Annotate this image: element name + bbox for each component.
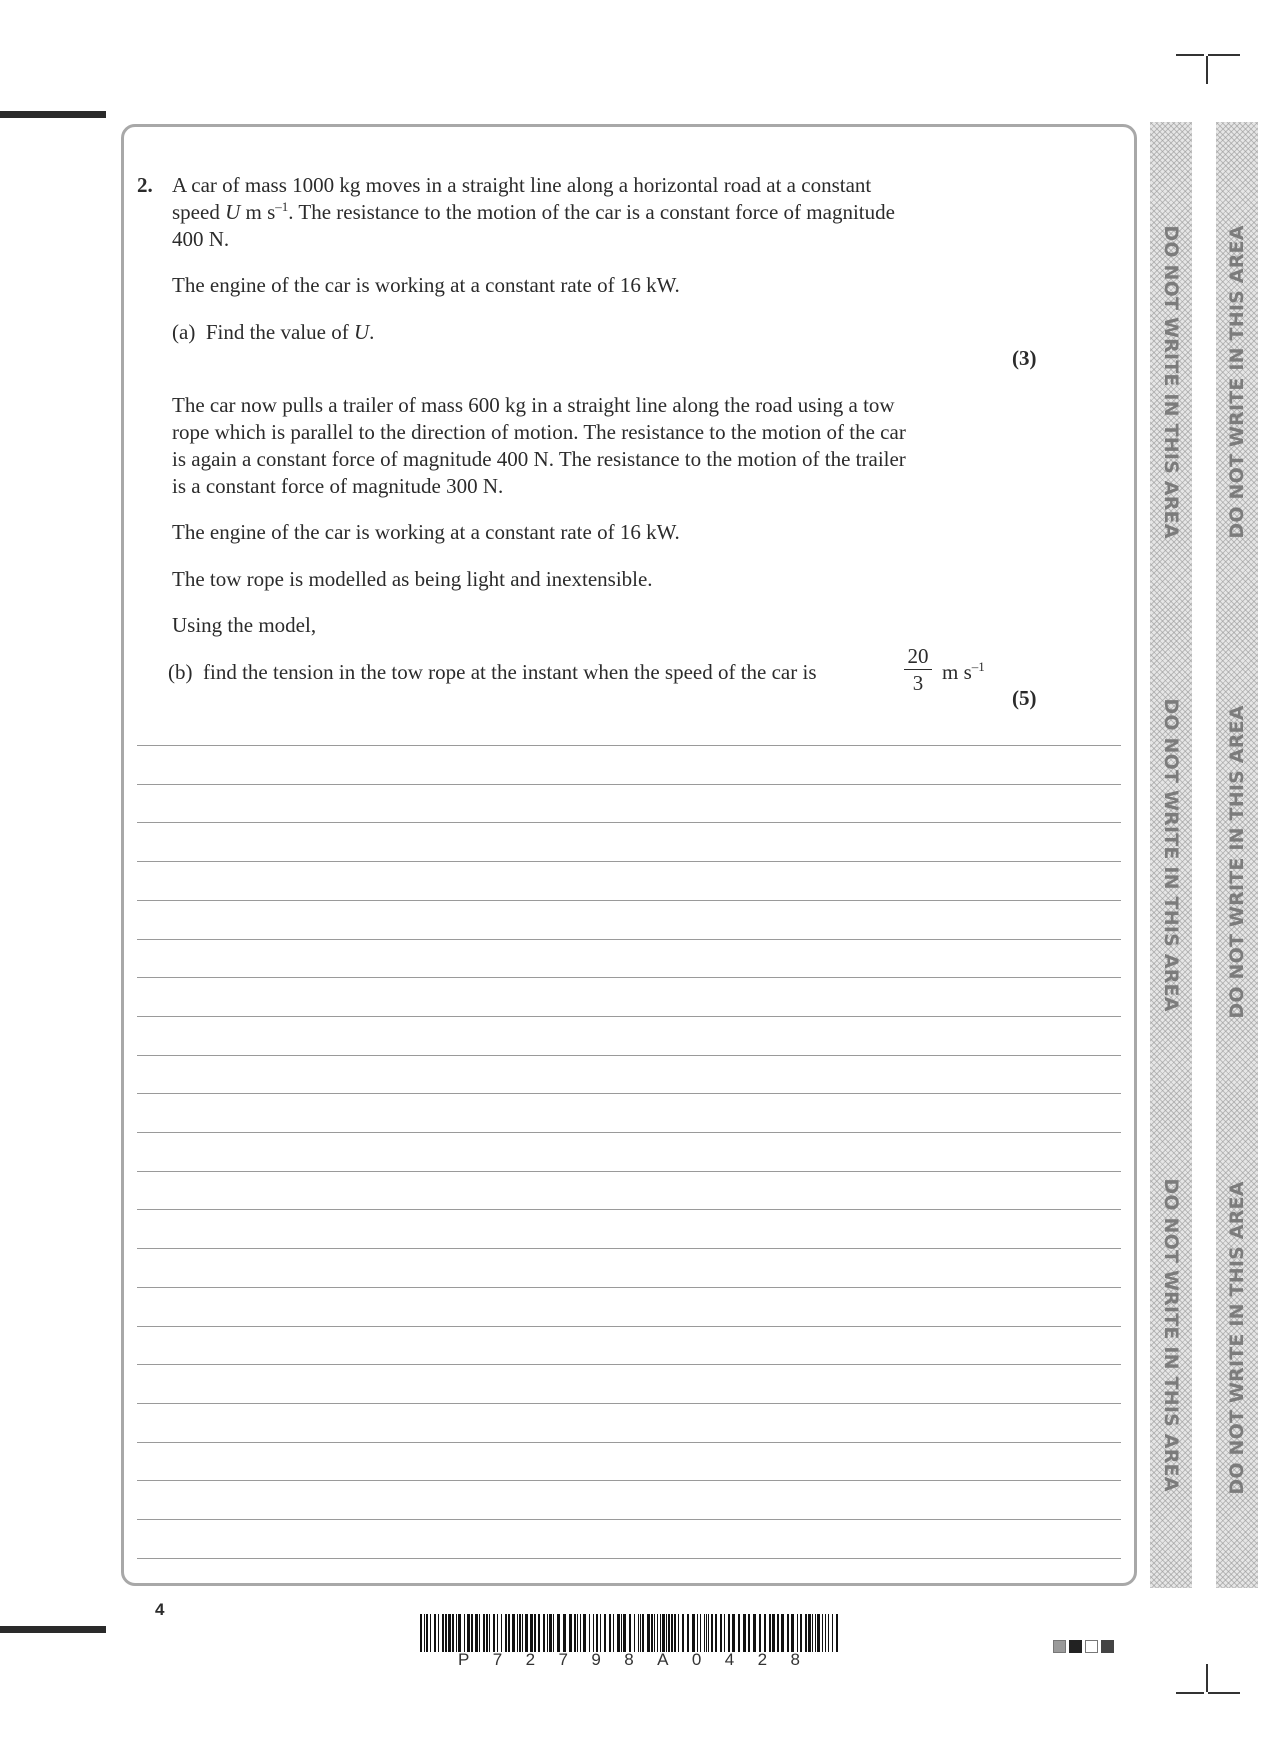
barcode-bar xyxy=(442,1614,444,1652)
barcode-char: P xyxy=(458,1650,470,1669)
question-intro-line1: A car of mass 1000 kg moves in a straight line along a horizontal road at a constant xyxy=(172,173,872,197)
barcode-bar xyxy=(522,1614,523,1652)
indicator-square xyxy=(1101,1640,1114,1653)
trailer-line3: is again a constant force of magnitude 400 N. The resistance to the motion of the trailer xyxy=(172,447,906,471)
barcode-bar xyxy=(772,1614,775,1652)
barcode-bar xyxy=(569,1614,572,1652)
barcode-char: 8 xyxy=(790,1650,800,1669)
page-number: 4 xyxy=(155,1600,165,1619)
trailer-line2: rope which is parallel to the direction of motion. The resistance to the motion of the car xyxy=(172,420,906,444)
answer-line xyxy=(137,1093,1121,1094)
barcode-bar xyxy=(668,1614,670,1652)
barcode-bar xyxy=(800,1614,802,1652)
barcode-bar xyxy=(753,1614,756,1652)
part-b-text: (b) find the tension in the tow rope at the instant when the speed of the car is xyxy=(168,660,817,684)
barcode-bar xyxy=(812,1614,813,1652)
barcode-bar xyxy=(828,1614,829,1652)
answer-line xyxy=(137,1132,1121,1133)
answer-line xyxy=(137,822,1121,823)
crop-mark xyxy=(1206,1664,1208,1692)
model-line: Using the model, xyxy=(172,613,317,637)
barcode-bar xyxy=(534,1614,536,1652)
barcode-bar xyxy=(613,1614,614,1652)
barcode-bar xyxy=(738,1614,740,1652)
barcode-bar xyxy=(475,1614,478,1652)
page-indicator xyxy=(1053,1640,1114,1653)
answer-line xyxy=(137,745,1121,746)
barcode xyxy=(420,1614,838,1652)
barcode-bar xyxy=(791,1614,794,1652)
barcode-bar xyxy=(538,1614,540,1652)
crop-mark xyxy=(1206,56,1208,84)
answer-line xyxy=(137,1519,1121,1520)
barcode-bar xyxy=(638,1614,639,1652)
answer-line xyxy=(137,1480,1121,1481)
answer-line xyxy=(137,1055,1121,1056)
barcode-bar xyxy=(662,1614,665,1652)
crop-mark xyxy=(1208,1692,1240,1694)
barcode-bar xyxy=(596,1614,598,1652)
part-b-unit: m $s^{-1}$ xyxy=(942,659,985,684)
answer-line xyxy=(137,939,1121,940)
barcode-bar xyxy=(671,1614,673,1652)
barcode-bar xyxy=(732,1614,735,1652)
barcode-bar xyxy=(706,1614,707,1652)
barcode-bar xyxy=(583,1614,586,1652)
barcode-bar xyxy=(808,1614,811,1652)
engine-line: The engine of the car is working at a constant rate of 16 kW. xyxy=(172,273,680,297)
barcode-bar xyxy=(674,1614,676,1652)
crop-mark xyxy=(1176,54,1204,56)
barcode-bar xyxy=(743,1614,746,1652)
margin-warning: DO NOT WRITE IN THIS AREA xyxy=(1226,705,1248,1019)
barcode-char: 9 xyxy=(591,1650,601,1669)
answer-line xyxy=(137,1209,1121,1210)
barcode-bar xyxy=(471,1614,473,1652)
barcode-bar xyxy=(547,1614,548,1652)
barcode-char: 0 xyxy=(691,1650,702,1669)
barcode-bar xyxy=(525,1614,528,1652)
barcode-bar xyxy=(420,1614,422,1652)
barcode-bar xyxy=(720,1614,722,1652)
barcode-bar xyxy=(724,1614,725,1652)
barcode-bar xyxy=(825,1614,826,1652)
fraction-denominator: 3 xyxy=(912,671,924,695)
answer-line xyxy=(137,977,1121,978)
barcode-bar xyxy=(430,1614,431,1652)
barcode-bar xyxy=(593,1614,594,1652)
edge-bar-bottom xyxy=(0,1626,106,1633)
barcode-bar xyxy=(832,1614,833,1652)
barcode-bar xyxy=(452,1614,454,1652)
barcode-bar xyxy=(769,1614,771,1652)
barcode-bar xyxy=(728,1614,730,1652)
barcode-bar xyxy=(629,1614,631,1652)
barcode-bar xyxy=(424,1614,425,1652)
barcode-char: 7 xyxy=(558,1650,568,1669)
barcode-bar xyxy=(501,1614,502,1652)
barcode-bar xyxy=(797,1614,798,1652)
barcode-char: 8 xyxy=(624,1650,634,1669)
barcode-bar xyxy=(604,1614,606,1652)
barcode-bar xyxy=(700,1614,701,1652)
barcode-bar xyxy=(764,1614,766,1652)
barcode-bar xyxy=(805,1614,807,1652)
edge-bar-top xyxy=(0,111,106,118)
barcode-bar xyxy=(617,1614,620,1652)
barcode-bar xyxy=(647,1614,650,1652)
answer-line xyxy=(137,784,1121,785)
barcode-bar xyxy=(651,1614,653,1652)
barcode-bar xyxy=(682,1614,684,1652)
barcode-bar xyxy=(553,1614,554,1652)
barcode-bar xyxy=(642,1614,644,1652)
barcode-bar xyxy=(574,1614,576,1652)
barcode-bar xyxy=(711,1614,713,1652)
indicator-square xyxy=(1053,1640,1066,1653)
barcode-bar xyxy=(836,1614,838,1652)
barcode-char: 2 xyxy=(757,1650,768,1669)
answer-line xyxy=(137,1287,1121,1288)
barcode-char: 7 xyxy=(492,1650,503,1669)
barcode-bar xyxy=(621,1614,622,1652)
barcode-bar xyxy=(748,1614,750,1652)
barcode-bar xyxy=(486,1614,488,1652)
barcode-bar xyxy=(448,1614,451,1652)
fraction-numerator: 20 xyxy=(904,644,932,670)
barcode-bar xyxy=(580,1614,581,1652)
answer-line xyxy=(137,1016,1121,1017)
margin-warning: DO NOT WRITE IN THIS AREA xyxy=(1160,1178,1182,1492)
barcode-bar xyxy=(678,1614,679,1652)
answer-line xyxy=(137,1558,1121,1559)
indicator-square xyxy=(1069,1640,1082,1653)
barcode-bar xyxy=(817,1614,820,1652)
margin-warning: DO NOT WRITE IN THIS AREA xyxy=(1226,1181,1248,1495)
crop-mark xyxy=(1176,1692,1204,1694)
answer-line xyxy=(137,1442,1121,1443)
barcode-bar xyxy=(815,1614,816,1652)
part-a-marks: (3) xyxy=(1012,346,1037,370)
barcode-bar xyxy=(489,1614,490,1652)
question-number: 2. xyxy=(137,173,153,197)
barcode-bar xyxy=(640,1614,641,1652)
barcode-bar xyxy=(600,1614,601,1652)
barcode-bar xyxy=(787,1614,789,1652)
answer-line xyxy=(137,900,1121,901)
answer-line xyxy=(137,1248,1121,1249)
barcode-bar xyxy=(589,1614,590,1652)
barcode-bar xyxy=(543,1614,545,1652)
barcode-bar xyxy=(657,1614,658,1652)
trailer-line4: is a constant force of magnitude 300 N. xyxy=(172,474,504,498)
barcode-bar xyxy=(777,1614,779,1652)
part-a-text: (a) Find the value of U. xyxy=(172,320,375,344)
barcode-bar xyxy=(505,1614,507,1652)
rope-line: The tow rope is modelled as being light and inextensible. xyxy=(172,567,653,591)
barcode-bar xyxy=(512,1614,515,1652)
barcode-bar xyxy=(517,1614,518,1652)
answer-line xyxy=(137,1171,1121,1172)
barcode-bar xyxy=(426,1614,428,1652)
barcode-bar xyxy=(704,1614,705,1652)
barcode-bar xyxy=(634,1614,635,1652)
barcode-bar xyxy=(458,1614,461,1652)
barcode-bar xyxy=(759,1614,761,1652)
barcode-char: 4 xyxy=(724,1650,735,1669)
barcode-bar xyxy=(666,1614,667,1652)
barcode-bar xyxy=(493,1614,495,1652)
answer-line xyxy=(137,1364,1121,1365)
barcode-char: 2 xyxy=(525,1650,536,1669)
barcode-bar xyxy=(623,1614,626,1652)
barcode-bar xyxy=(687,1614,689,1652)
barcode-bar xyxy=(822,1614,823,1652)
barcode-bar xyxy=(781,1614,784,1652)
barcode-bar xyxy=(715,1614,717,1652)
barcode-bar xyxy=(438,1614,439,1652)
barcode-text xyxy=(420,1650,838,1670)
speed-fraction xyxy=(904,644,932,696)
answer-line xyxy=(137,1403,1121,1404)
barcode-bar xyxy=(519,1614,521,1652)
barcode-bar xyxy=(434,1614,436,1652)
barcode-char: A xyxy=(657,1650,669,1669)
barcode-bar xyxy=(660,1614,661,1652)
question-intro-line3: 400 N. xyxy=(172,227,230,251)
barcode-bar xyxy=(464,1614,465,1652)
barcode-bar xyxy=(708,1614,709,1652)
barcode-bar xyxy=(456,1614,457,1652)
barcode-bar xyxy=(692,1614,695,1652)
barcode-bar xyxy=(654,1614,655,1652)
barcode-bar xyxy=(467,1614,470,1652)
crop-mark xyxy=(1208,54,1240,56)
engine-line-2: The engine of the car is working at a constant rate of 16 kW. xyxy=(172,520,680,544)
barcode-bar xyxy=(530,1614,533,1652)
question-intro-line2: speed U m $s^{-1}$. The resistance to the motion of the car is a constant force of magnitude xyxy=(172,199,895,224)
barcode-bar xyxy=(563,1614,566,1652)
barcode-bar xyxy=(549,1614,552,1652)
barcode-bar xyxy=(697,1614,698,1652)
answer-line xyxy=(137,861,1121,862)
indicator-square xyxy=(1085,1640,1098,1653)
barcode-bar xyxy=(445,1614,447,1652)
barcode-bar xyxy=(609,1614,611,1652)
barcode-bar xyxy=(557,1614,560,1652)
barcode-bar xyxy=(497,1614,498,1652)
barcode-bar xyxy=(508,1614,510,1652)
answer-line xyxy=(137,1326,1121,1327)
part-b-marks: (5) xyxy=(1012,686,1037,710)
margin-warning: DO NOT WRITE IN THIS AREA xyxy=(1160,225,1182,539)
trailer-line1: The car now pulls a trailer of mass 600 kg in a straight line along the road using a tow xyxy=(172,393,895,417)
barcode-bar xyxy=(577,1614,578,1652)
margin-warning: DO NOT WRITE IN THIS AREA xyxy=(1226,225,1248,539)
barcode-bar xyxy=(483,1614,485,1652)
barcode-bar xyxy=(479,1614,480,1652)
margin-warning: DO NOT WRITE IN THIS AREA xyxy=(1160,698,1182,1012)
